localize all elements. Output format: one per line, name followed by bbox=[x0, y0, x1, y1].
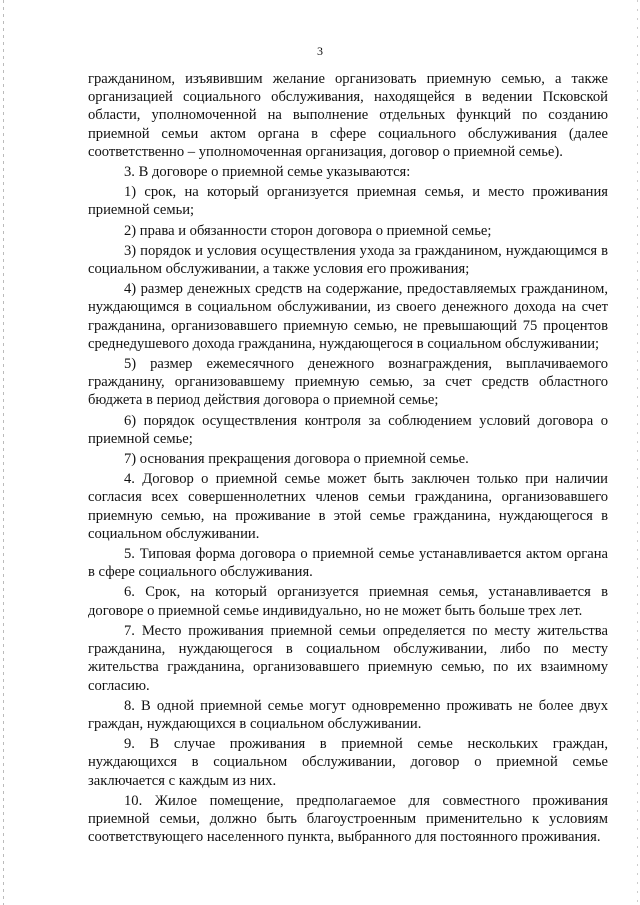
scan-edge-right bbox=[637, 0, 638, 905]
paragraph-item-5: 5. Типовая форма договора о приемной семье устанавливается актом органа в сфере социального обслуживания. bbox=[88, 546, 608, 581]
list-item-3: 3) порядок и условия осуществления ухода за гражданином, нуждающимся в социальном обслуживании, а также условия его проживания; bbox=[88, 242, 608, 278]
list-item-4: 4) размер денежных средств на содержание, предоставляемых гражданином, нуждающимся в социальном обслуживании, из своего денежного дохода на счет гражданина, организовавшего приемную семью, не превышающий 75 процентов среднедушевого дохода гражданина, нуждающегося в социальном обслуживании; bbox=[88, 281, 608, 352]
list-item-6: 6) порядок осуществления контроля за соблюдением условий договора о приемной семье; bbox=[88, 412, 608, 447]
paragraph-item-6: 6. Срок, на который организуется приемная семья, устанавливается в договоре о приемной семье индивидуально, но не может быть больше трех лет. bbox=[88, 584, 608, 619]
document-body bbox=[88, 70, 608, 846]
list-item-7: 7) основания прекращения договора о приемной семье. bbox=[124, 451, 469, 468]
paragraph-item-3: 3. В договоре о приемной семье указываются: bbox=[124, 164, 411, 181]
paragraph-item-7: 7. Место проживания приемной семьи определяется по месту жительства гражданина, нуждающегося в социальном обслуживании, либо по месту жительства гражданина, организовавшего приемную семью, по их взаимному согласию. bbox=[88, 622, 608, 694]
paragraph-item-10: 10. Жилое помещение, предполагаемое для совместного проживания приемной семьи, должно быть благоустроенным применительно к условиям соответствующего населенного пункта, выбранного для постоянного проживания. bbox=[88, 792, 608, 846]
paragraph-item-8: 8. В одной приемной семье могут одновременно проживать не более двух граждан, нуждающихся в социальном обслуживании. bbox=[88, 697, 608, 732]
paragraph-item-4: 4. Договор о приемной семье может быть заключен только при наличии согласия всех совершеннолетних членов семьи гражданина, организовавшего приемную семью, на проживание в этой семье гражданина, нуждающегося в социальном обслуживании. bbox=[88, 471, 608, 542]
paragraph-item-9: 9. В случае проживания в приемной семье нескольких граждан, нуждающихся в социальном обслуживании, договор о приемной семье заключается с каждым из них. bbox=[88, 736, 608, 789]
list-item-2: 2) права и обязанности сторон договора о приемной семье; bbox=[124, 222, 492, 239]
list-item-5: 5) размер ежемесячного денежного вознаграждения, выплачиваемого гражданину, организовавшему приемную семью, за счет средств областного бюджета в период действия договора о приемной семье; bbox=[88, 356, 608, 409]
paragraph-continuation: гражданином, изъявившим желание организовать приемную семью, а также организацией социального обслуживания, находящейся в ведении Псковской области, уполномоченной на выполнение отдельных функций по созданию приемной семьи актом органа в сфере социального обслуживания (далее соответственно – уполномоченная организация, договор о приемной семье). bbox=[88, 71, 608, 160]
page-number: 3 bbox=[317, 44, 323, 58]
scan-edge-left bbox=[3, 0, 4, 905]
list-item-1: 1) срок, на который организуется приемная семья, и место проживания приемной семьи; bbox=[88, 184, 608, 219]
